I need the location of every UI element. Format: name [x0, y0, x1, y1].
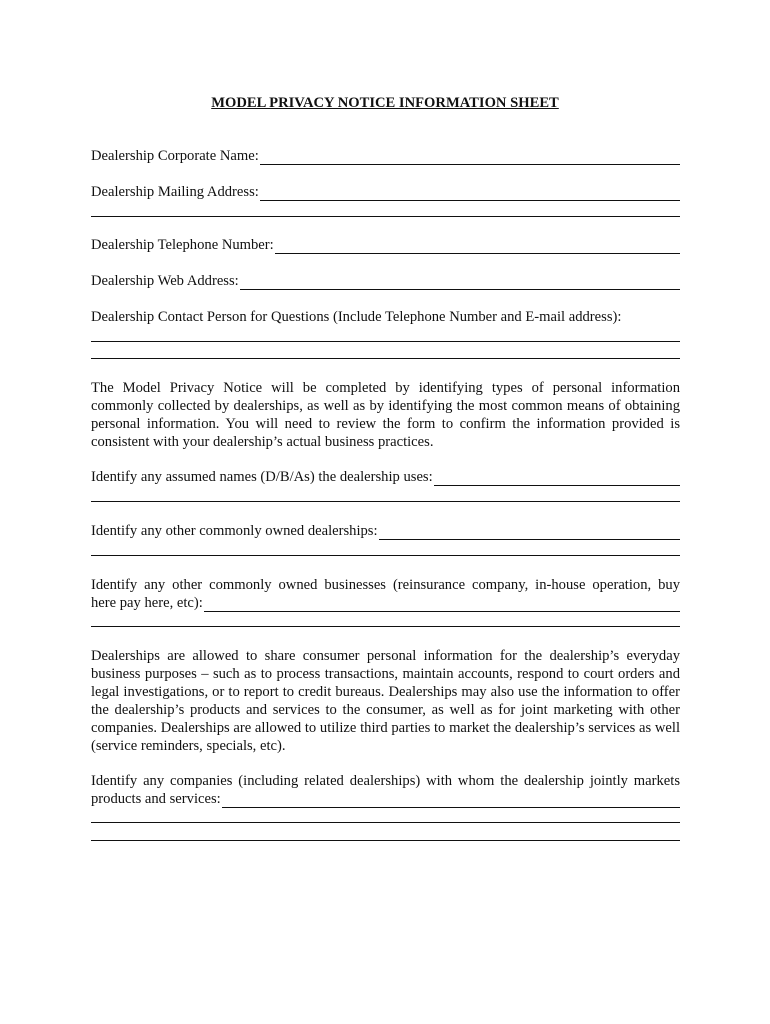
mailing-address-line-2[interactable] [91, 216, 680, 217]
contact-person-label: Dealership Contact Person for Questions (Include Telephone Number and E-mail address): [91, 309, 622, 325]
joint-markets-line-3[interactable] [91, 840, 680, 841]
mailing-address-line[interactable] [260, 186, 680, 201]
mailing-address-field [91, 183, 680, 201]
joint-markets-label-2: products and services: [91, 791, 221, 807]
owned-businesses-line-2[interactable] [91, 626, 680, 627]
owned-businesses-label-2: here pay here, etc): [91, 595, 203, 611]
contact-person-line-2[interactable] [91, 358, 680, 359]
assumed-names-line[interactable] [434, 471, 680, 486]
assumed-names-field [91, 468, 680, 486]
joint-markets-field [91, 790, 680, 808]
corporate-name-field [91, 147, 680, 165]
telephone-label: Dealership Telephone Number: [91, 237, 274, 253]
owned-dealerships-line[interactable] [379, 525, 680, 540]
intro-paragraph: The Model Privacy Notice will be completed by identifying types of personal information commonly collected by dealerships, as well as by identifying the most common means of obtaining personal information. You will need to review the form to confirm the information provided is consistent with your dealership’s actual business practices. [91, 380, 680, 450]
corporate-name-line[interactable] [260, 150, 680, 165]
web-address-field [91, 272, 680, 290]
owned-businesses-line[interactable] [204, 597, 680, 612]
assumed-names-label: Identify any assumed names (D/B/As) the dealership uses: [91, 469, 433, 485]
owned-dealerships-field [91, 522, 680, 540]
telephone-line[interactable] [275, 239, 680, 254]
contact-person-line-1[interactable] [91, 341, 680, 342]
web-address-label: Dealership Web Address: [91, 273, 239, 289]
sharing-paragraph: Dealerships are allowed to share consumer personal information for the dealership’s everyday business purposes – such as to process transactions, maintain accounts, respond to court orders and legal investigations, or to report to credit bureaus. Dealerships may also use the information to offer the dealership’s products and services to the consumer, as well as for joint marketing with other companies. Dealerships are allowed to utilize third parties to market the dealership’s services as well (service reminders, specials, etc). [91, 648, 680, 754]
joint-markets-label-1: Identify any companies (including related dealerships) with whom the dealership jointly markets [91, 773, 680, 789]
joint-markets-line-2[interactable] [91, 822, 680, 823]
corporate-name-label: Dealership Corporate Name: [91, 148, 259, 164]
owned-dealerships-label: Identify any other commonly owned dealerships: [91, 523, 378, 539]
owned-businesses-field [91, 594, 680, 612]
mailing-address-label: Dealership Mailing Address: [91, 184, 259, 200]
web-address-line[interactable] [240, 275, 680, 290]
owned-dealerships-line-2[interactable] [91, 555, 680, 556]
page-title: MODEL PRIVACY NOTICE INFORMATION SHEET [211, 95, 559, 111]
telephone-field [91, 236, 680, 254]
owned-businesses-label-1: Identify any other commonly owned businesses (reinsurance company, in-house operation, buy [91, 577, 680, 593]
assumed-names-line-2[interactable] [91, 501, 680, 502]
joint-markets-line[interactable] [222, 793, 680, 808]
